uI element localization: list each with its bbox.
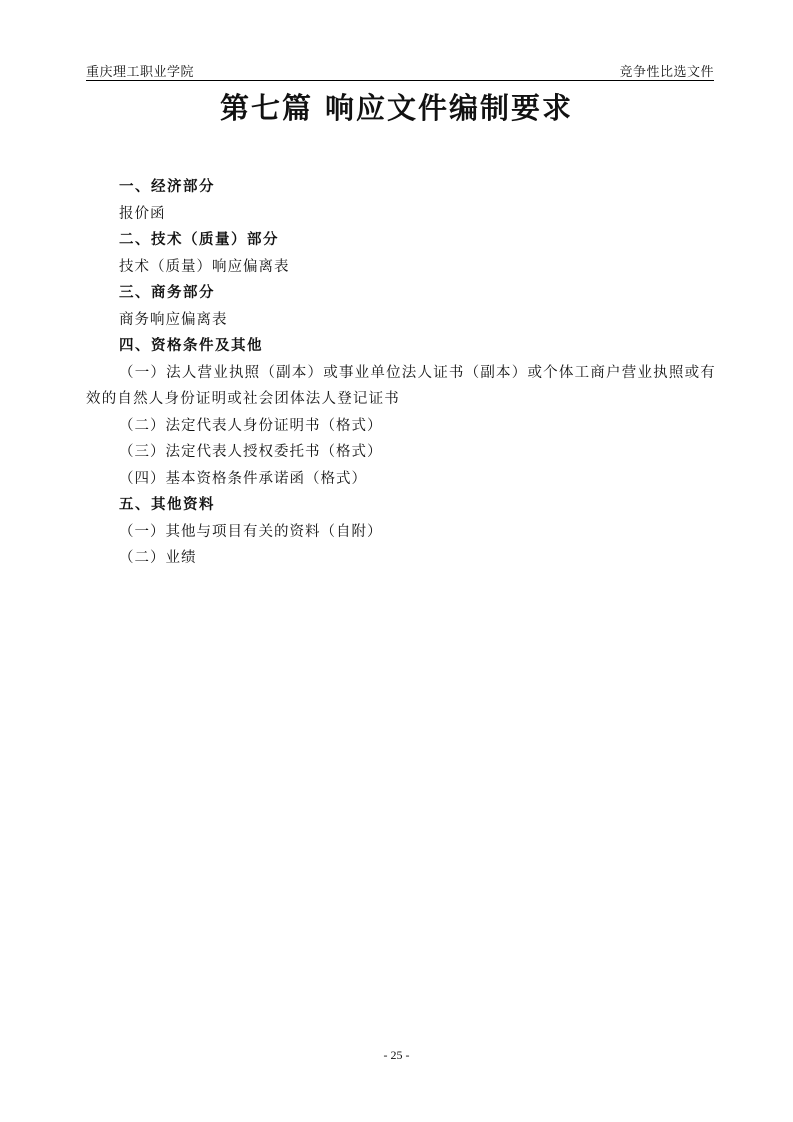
section-item: （三）法定代表人授权委托书（格式）	[119, 444, 383, 460]
section-heading-other: 五、其他资料	[119, 497, 215, 513]
section-item: （二）业绩	[119, 550, 197, 566]
page-title: 第七篇 响应文件编制要求	[219, 91, 574, 125]
page-number: - 25 -	[383, 1048, 410, 1062]
section-item: （四）基本资格条件承诺函（格式）	[119, 470, 367, 487]
section-paragraph: （一）法人营业执照（副本）或事业单位法人证书（副本）或个体工商户营业执照或有效的自然人身份证明或社会团体法人登记证书	[86, 364, 716, 407]
section-item: 报价函	[119, 205, 166, 222]
section-item: 商务响应偏离表	[119, 311, 228, 328]
header-institution: 重庆理工职业学院	[86, 65, 195, 80]
document-body	[86, 174, 716, 572]
section-heading-commercial: 三、商务部分	[119, 285, 215, 301]
section-item: （二）法定代表人身份证明书（格式）	[119, 417, 383, 434]
section-item: 技术（质量）响应偏离表	[119, 258, 290, 275]
header-document-type: 竞争性比选文件	[619, 65, 714, 80]
section-item: （一）其他与项目有关的资料（自附）	[119, 523, 383, 540]
page-header	[86, 60, 714, 81]
section-heading-economic: 一、经济部分	[119, 179, 215, 195]
section-heading-technical: 二、技术（质量）部分	[119, 232, 279, 248]
section-heading-qualification: 四、资格条件及其他	[119, 338, 263, 354]
